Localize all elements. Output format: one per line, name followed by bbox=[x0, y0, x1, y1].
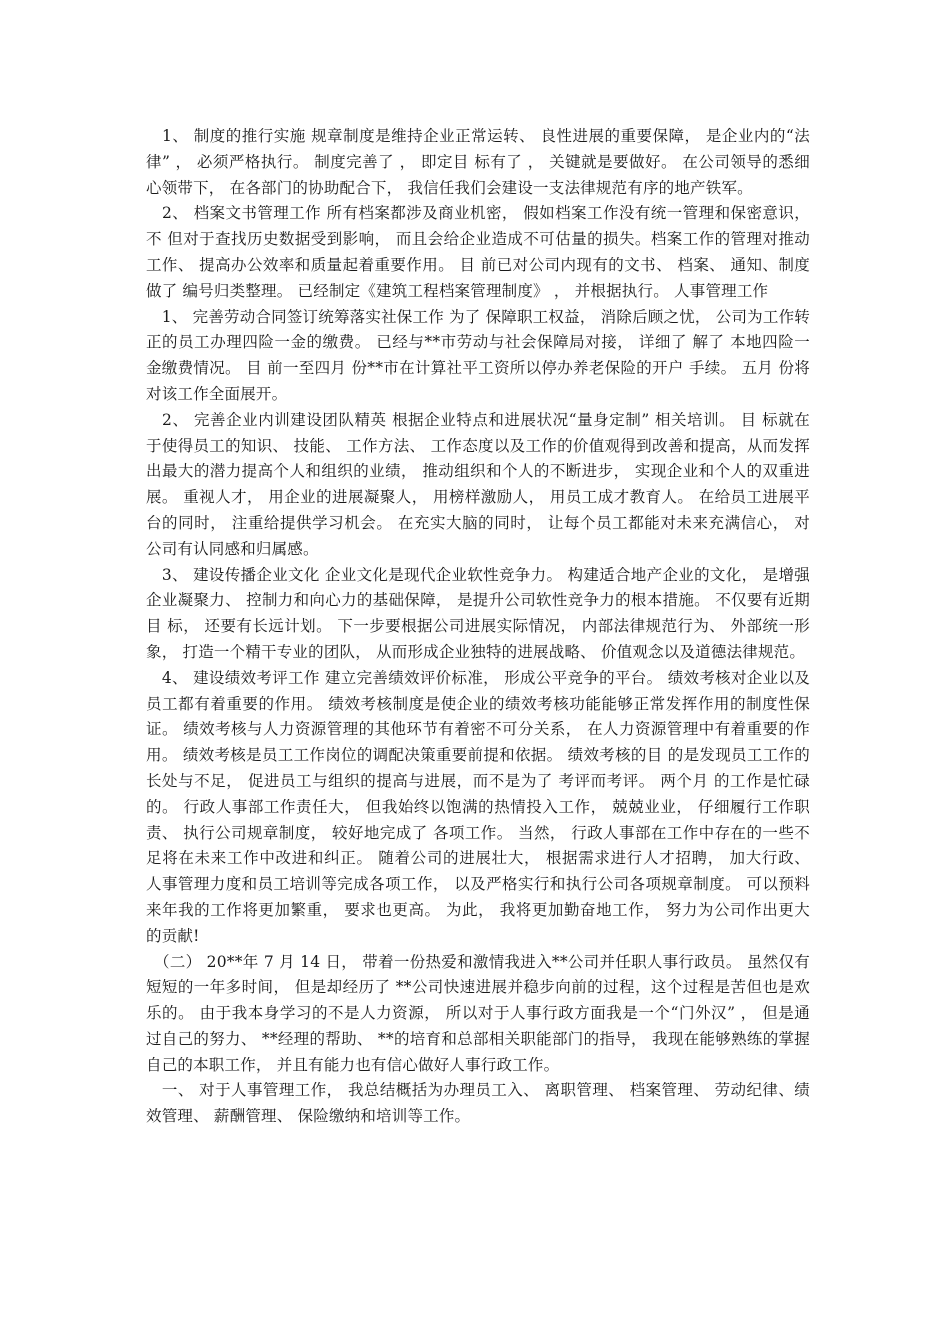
paragraph-section-two: （二） 20**年 7 月 14 日， 带着一份热爱和激情我进入**公司并任职人事行政员。 虽然仅有短短的一年多时间， 但是却经历了 **公司快速进展并稳步向前的过程，这个过程是苦但也是欢乐的。 由于我本身学习的不是人力资源， 所以对于人事行政方面我是一个“门外汉” ， 但是通过自己的努力、 **经理的帮助、 **的培育和总部相关职能部门的指导， 我现在能够熟练的掌握自己的本职工作， 并且有能力也有信心做好人事行政工作。 bbox=[146, 952, 810, 1074]
paragraph-performance-review: 4、 建设绩效考评工作 建立完善绩效评价标准， 形成公平竞争的平台。 绩效考核对企业以及员工都有着重要的作用。 绩效考核制度是使企业的绩效考核功能能够正常发挥作用的制度性保证。 绩效考核与人力资源管理的其他环节有着密不可分关系， 在人力资源管理中有着重要的作用。 绩效考核是员工工作岗位的调配决策重要前提和依据。 绩效考核的目 的是发现员工工作的长处与不足， 促进员工与组织的提高与进展，而不是为了 考评而考评。 两个月 的工作是忙碌的。 行政人事部工作责任大， 但我始终以饱满的热情投入工作， 兢兢业业， 仔细履行工作职责、 执行公司规章制度， 较好地完成了 各项工作。 当然， 行政人事部在工作中存在的一些不足将在未来工作中改进和纠正。 随着公司的进展壮大， 根据需求进行人才招聘， 加大行政、 人事管理力度和员工培训等完成各项工作， 以及严格实行和执行公司各项规章制度。 可以预料来年我的工作将更加繁重， 要求也更高。 为此， 我将更加勤奋地工作， 努力为公司作出更大的贡献! bbox=[146, 668, 810, 945]
document-body bbox=[146, 124, 810, 1130]
paragraph-archive-management: 2、 档案文书管理工作 所有档案都涉及商业机密， 假如档案工作没有统一管理和保密意识， 不 但对于查找历史数据受到影响， 而且会给企业造成不可估量的损失。档案工作的管理对推动工作、 提高办公效率和质量起着重要作用。 目 前已对公司内现有的文书、 档案、 通知、制度做了 编号归类整理。 已经制定《建筑工程档案管理制度》 ， 并根据执行。 人事管理工作 bbox=[146, 204, 810, 300]
paragraph-corporate-culture: 3、 建设传播企业文化 企业文化是现代企业软性竞争力。 构建适合地产企业的文化， 是增强企业凝聚力、 控制力和向心力的基础保障， 是提升公司软性竞争力的根本措施。 不仅要有近期目 标， 还要有长远计划。 下一步要根据公司进展实际情况， 内部法律规范行为、 外部统一形象， 打造一个精干专业的团队， 从而形成企业独特的进展战略、 价值观念以及道德法律规范。 bbox=[146, 565, 810, 661]
paragraph-internal-training: 2、 完善企业内训建设团队精英 根据企业特点和进展状况“量身定制” 相关培训。 目 标就在于使得员工的知识、 技能、 工作方法、 工作态度以及工作的价值观得到改善和提高，从而发挥出最大的潜力提高个人和组织的业绩， 推动组织和个人的不断进步， 实现企业和个人的双重进展。 重视人才， 用企业的进展凝聚人， 用榜样激励人， 用员工成才教育人。 在给员工进展平台的同时， 注重给提供学习机会。 在充实大脑的同时， 让每个员工都能对未来充满信心， 对公司有认同感和归属感。 bbox=[146, 410, 810, 558]
paragraph-labor-contract: 1、 完善劳动合同签订统筹落实社保工作 为了 保障职工权益， 消除后顾之忧， 公司为工作转正的员工办理四险一金的缴费。 已经与**市劳动与社会保障局对接， 详细了 解了 本地四险一金缴费情况。 目 前一至四月 份**市在计算社平工资所以停办养老保险的开户 手续。 五月 份将对该工作全面展开。 bbox=[146, 307, 810, 403]
paragraph-rules-system: 1、 制度的推行实施 规章制度是维持企业正常运转、 良性进展的重要保障， 是企业内的“法律” ， 必须严格执行。 制度完善了 ， 即定目 标有了 ， 关键就是要做好。 在公司领导的悉细心领带下， 在各部门的协助配合下， 我信任我们会建设一支法律规范有序的地产铁军。 bbox=[146, 127, 810, 197]
paragraph-hr-summary: 一、 对于人事管理工作， 我总结概括为办理员工入、 离职管理、 档案管理、 劳动纪律、绩效管理、 薪酬管理、 保险缴纳和培训等工作。 bbox=[146, 1081, 810, 1126]
